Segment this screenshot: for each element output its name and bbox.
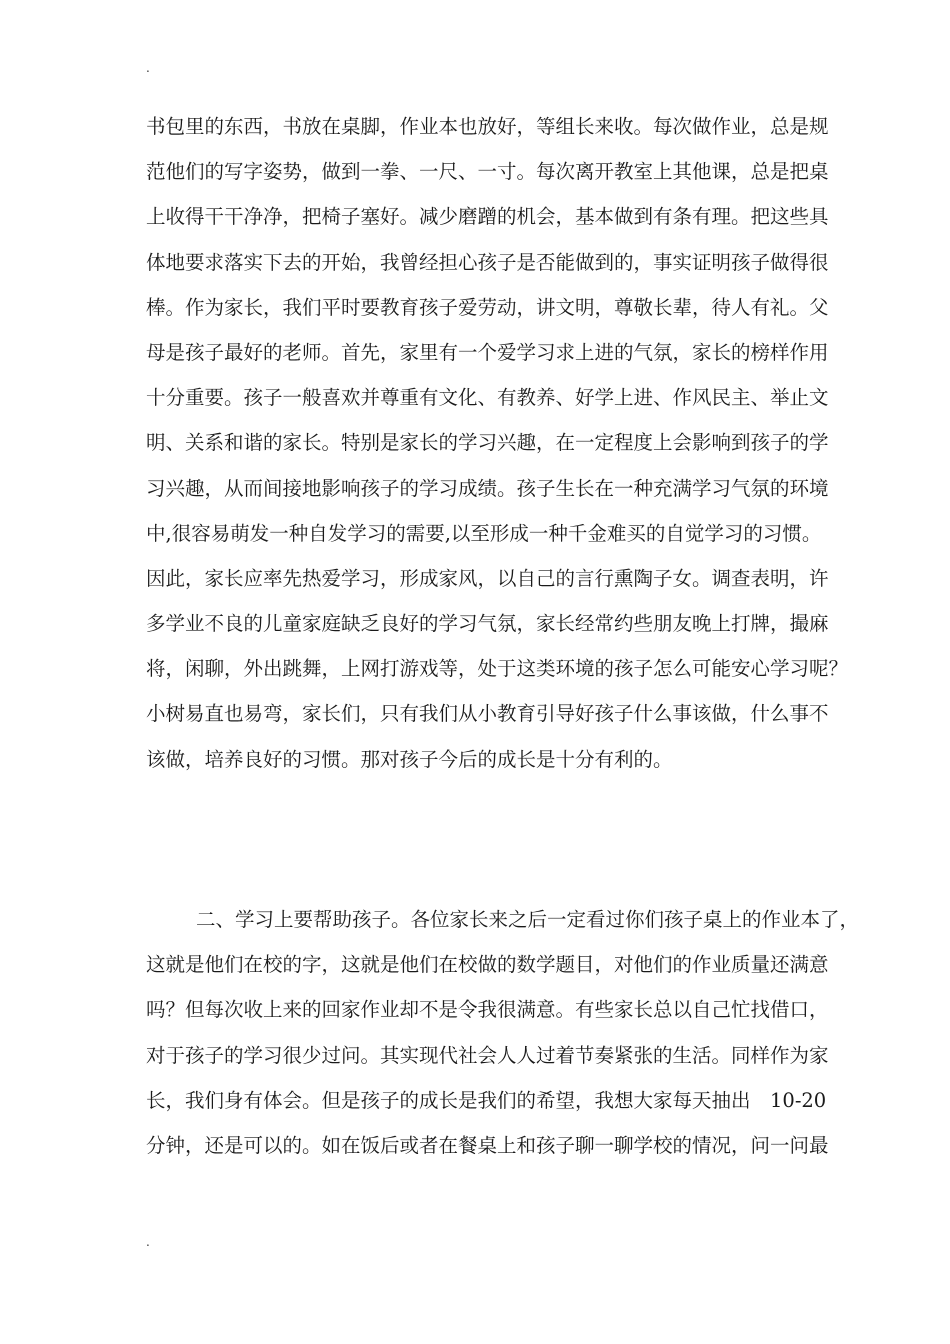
text-line: 棒。作为家长，我们平时要教育孩子爱劳动，讲文明，尊敬长辈，待人有礼。父 <box>146 295 829 319</box>
text-line: 范他们的写字姿势，做到一拳、一尺、一寸。每次离开教室上其他课，总是把桌 <box>146 160 829 184</box>
text-line: 吗？但每次收上来的回家作业却不是令我很满意。有些家长总以自己忙找借口， <box>146 998 829 1022</box>
footer-mark: . <box>146 1235 150 1249</box>
text-line: 中,很容易萌发一种自发学习的需要,以至形成一种千金难买的自觉学习的习惯。 <box>146 521 822 545</box>
text-line: 对于孩子的学习很少过问。其实现代社会人人过着节奏紧张的生活。同样作为家 <box>146 1043 829 1067</box>
paragraph-2 <box>146 897 860 1168</box>
text-line: 习兴趣，从而间接地影响孩子的学习成绩。孩子生长在一种充满学习气氛的环境 <box>146 476 829 500</box>
text-line-first: 二、学习上要帮助孩子。各位家长来之后一定看过你们孩子桌上的作业本了， <box>196 908 860 931</box>
text-line: 将，闲聊，外出跳舞，上网打游戏等，处于这类环境的孩子怎么可能安心学习呢？ <box>146 657 849 681</box>
text-line-last: 该做，培养良好的习惯。那对孩子今后的成长是十分有利的。 <box>146 747 673 771</box>
paragraph-1 <box>146 104 849 782</box>
text-line: 小树易直也易弯，家长们，只有我们从小教育引导好孩子什么事该做，什么事不 <box>146 702 829 726</box>
header-mark: . <box>146 61 150 75</box>
text-line: 明、关系和谐的家长。特别是家长的学习兴趣，在一定程度上会影响到孩子的学 <box>146 431 829 455</box>
text-line: 因此，家长应率先热爱学习，形成家风，以自己的言行熏陶子女。调查表明，许 <box>146 566 829 590</box>
text-line: 母是孩子最好的老师。首先，家里有一个爱学习求上进的气氛，家长的榜样作用 <box>146 340 829 364</box>
text-line: 多学业不良的儿童家庭缺乏良好的学习气氛，家长经常约些朋友晚上打牌，撮麻 <box>146 612 829 636</box>
text-line: 长，我们身有体会。但是孩子的成长是我们的希望，我想大家每天抽出 10-20 <box>146 1088 827 1112</box>
text-line: 体地要求落实下去的开始，我曾经担心孩子是否能做到的，事实证明孩子做得很 <box>146 250 829 274</box>
text-line: 分钟，还是可以的。如在饭后或者在餐桌上和孩子聊一聊学校的情况，问一问最 <box>146 1133 829 1157</box>
text-line: 十分重要。孩子一般喜欢并尊重有文化、有教养、好学上进、作风民主、举止文 <box>146 386 829 410</box>
text-line: 这就是他们在校的字，这就是他们在校做的数学题目，对他们的作业质量还满意 <box>146 953 829 977</box>
text-line: 书包里的东西，书放在桌脚，作业本也放好，等组长来收。每次做作业，总是规 <box>146 115 829 138</box>
text-line: 上收得干干净净，把椅子塞好。减少磨蹭的机会，基本做到有条有理。把这些具 <box>146 205 829 229</box>
